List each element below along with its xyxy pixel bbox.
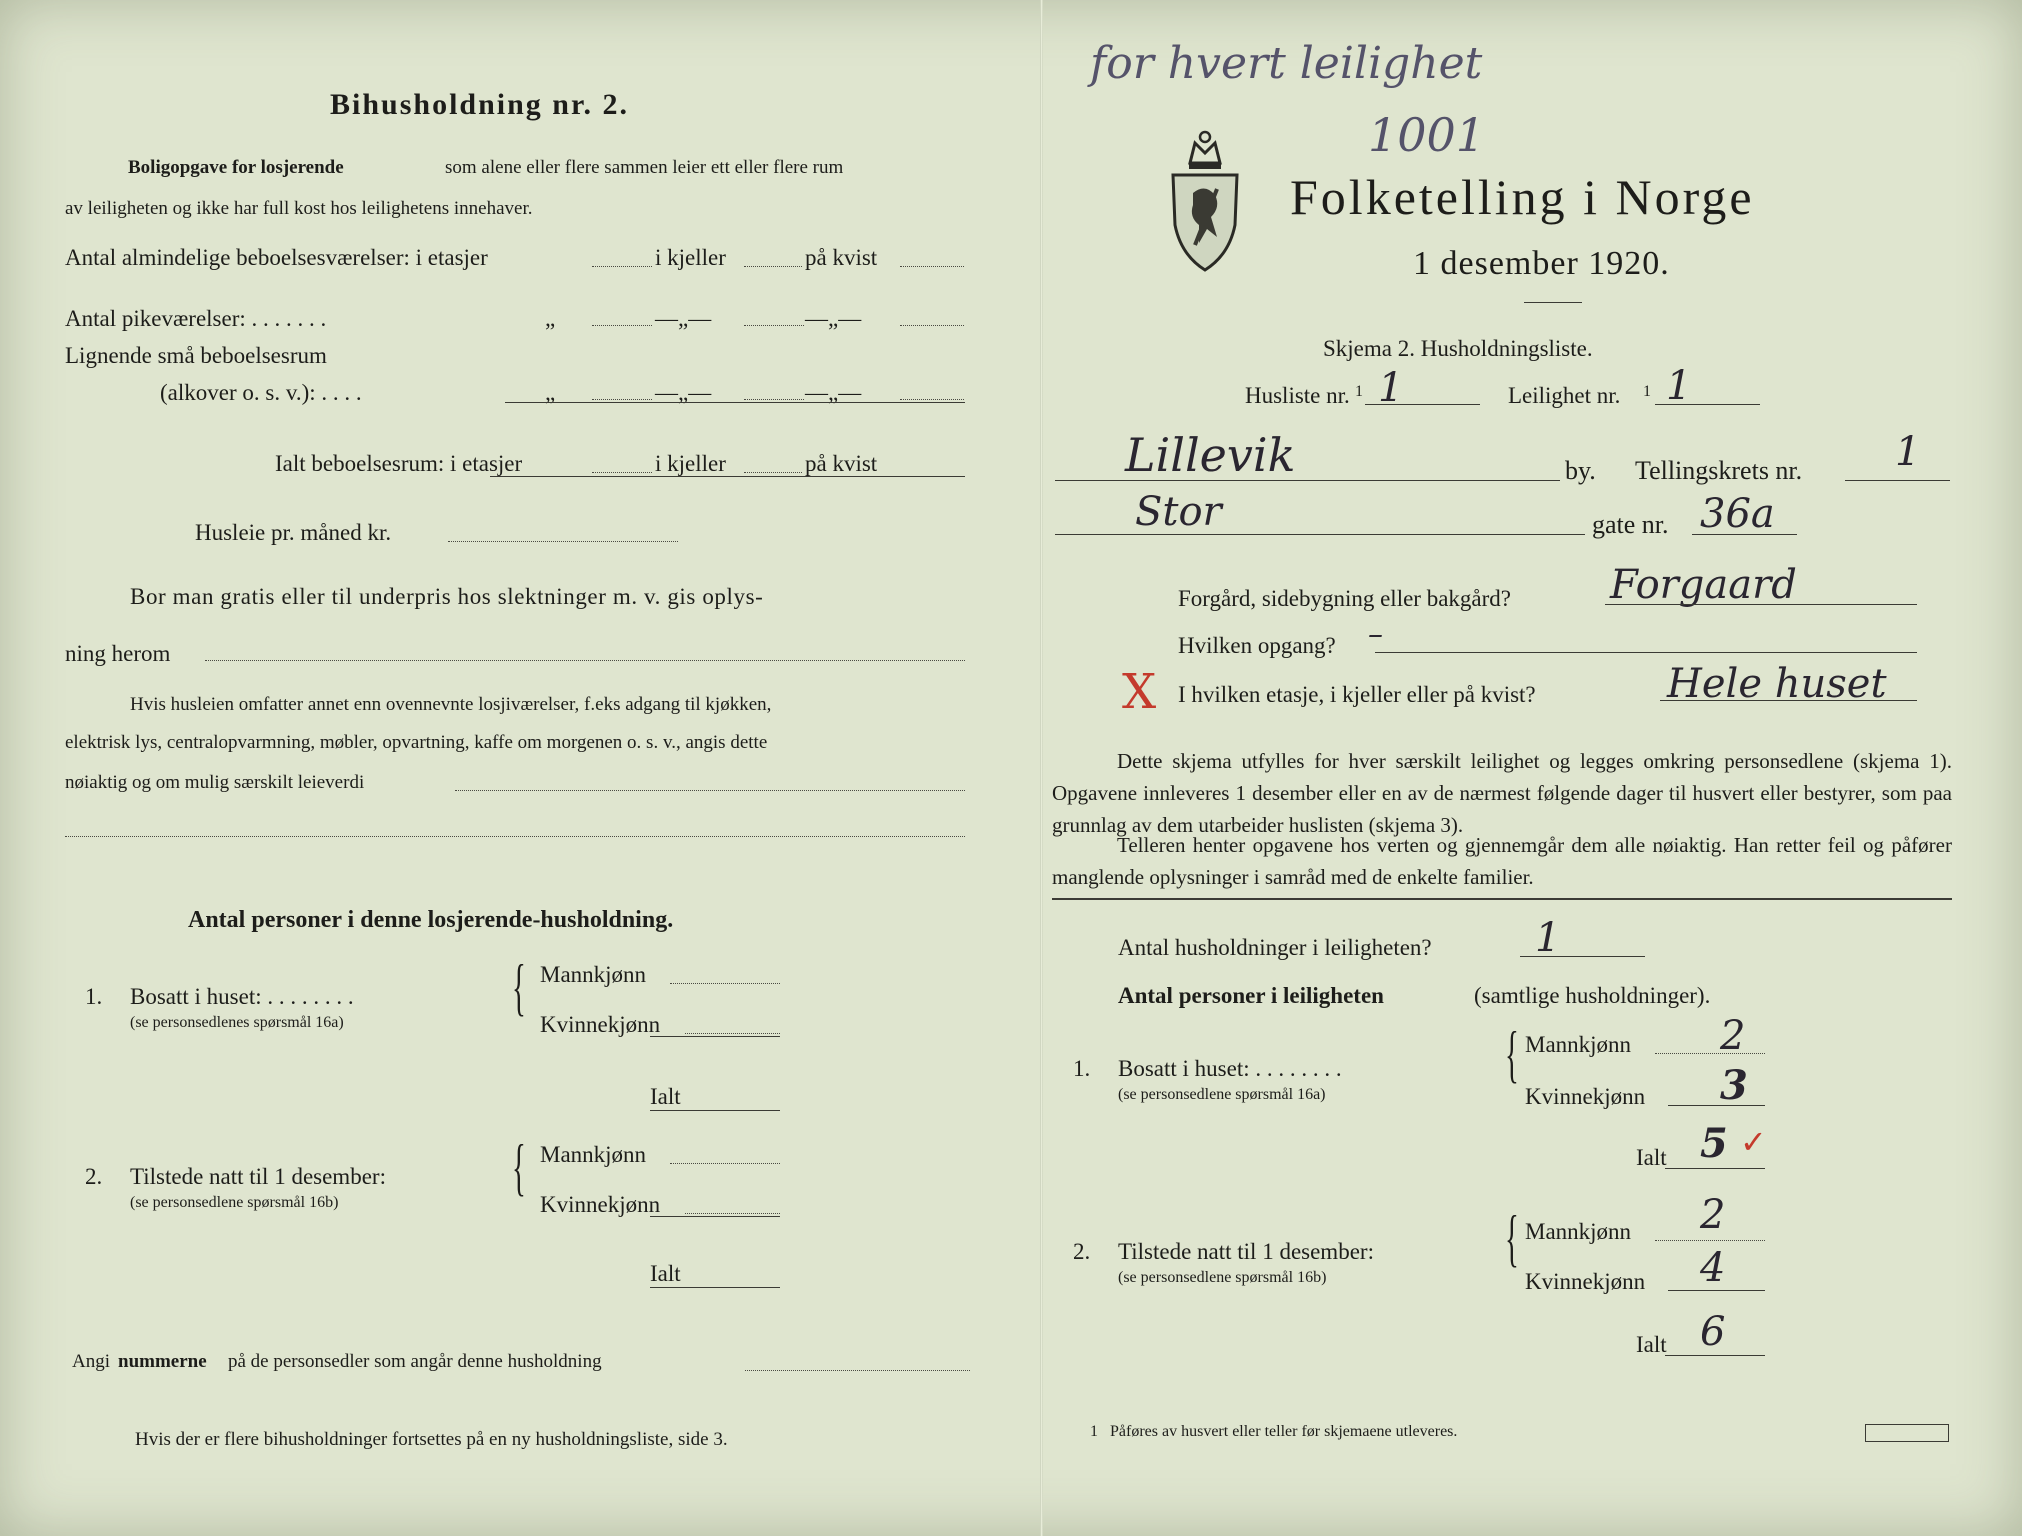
- leilighet-label: Leilighet nr.: [1508, 383, 1621, 408]
- husliste-value: 1: [1378, 365, 1404, 411]
- lodger-q1-brace: {: [512, 951, 526, 1022]
- lodger-q2-brace: {: [512, 1131, 526, 1202]
- maid-ditto-3: —„—: [805, 306, 862, 331]
- small-rooms-label-2: (alkover o. s. v.): . . . .: [160, 380, 362, 405]
- etasje-value: Hele huset: [1667, 661, 1887, 707]
- apartment-q2-female: Kvinnekjønn: [1525, 1269, 1646, 1294]
- instructions-paragraph-1: Dette skjema utfylles for hver særskilt leilighet og legges omkring personsedlene (skjema 1). Opgavene innleveres 1 desember eller en av de nærmest følgende dager til husvert eller bestyrer, som paa grunnlag av dem utarbeider huslisten (skjema 3).: [1052, 749, 1952, 837]
- lodger-q2-number: 2.: [85, 1164, 103, 1189]
- by-label: by.: [1565, 456, 1596, 485]
- etasje-label: I hvilken etasje, i kjeller eller på kvist?: [1178, 682, 1536, 707]
- top-handwritten-note: for hvert leilighet: [1090, 38, 1483, 89]
- apartment-q2-total-field: [1665, 1355, 1765, 1356]
- apartment-q1-number: 1.: [1073, 1056, 1091, 1081]
- gratis-field: [205, 660, 965, 661]
- apartment-q1-male-value: 2: [1720, 1013, 1746, 1059]
- rooms-attic-label: på kvist: [805, 245, 878, 270]
- census-date: 1 desember 1920.: [1413, 245, 1670, 282]
- total-rooms-label: Ialt beboelsesrum: i etasjer: [275, 451, 523, 476]
- lodger-q1-sub: (se personsedlenes spørsmål 16a): [130, 1014, 344, 1031]
- apartment-q2-female-value: 4: [1700, 1245, 1726, 1291]
- opgang-field: [1375, 652, 1917, 653]
- apartment-q2-male: Mannkjønn: [1525, 1219, 1632, 1244]
- apartment-q1-sub: (se personsedlene spørsmål 16a): [1118, 1086, 1326, 1103]
- total-attic-label: på kvist: [805, 451, 878, 476]
- opgang-label: Hvilken opgang?: [1178, 633, 1336, 658]
- apartment-q2-sub: (se personsedlene spørsmål 16b): [1118, 1269, 1327, 1286]
- apartment-q1-male: Mannkjønn: [1525, 1032, 1632, 1057]
- lodger-q1-female-field: [685, 1033, 780, 1034]
- forgard-value: Forgaard: [1610, 562, 1797, 608]
- lodger-q1-male-field: [670, 983, 780, 984]
- apartment-q1-female-value: 3: [1720, 1062, 1748, 1109]
- rent-label: Husleie pr. måned kr.: [195, 520, 392, 545]
- lodger-q2-sub: (se personsedlene spørsmål 16b): [130, 1194, 339, 1211]
- lodger-q2-female-field: [685, 1213, 780, 1214]
- instructions-paragraph-2: Telleren henter opgavene hos verten og gjennemgår dem alle nøiaktig. Han retter feil og påfører manglende oplysninger i samråd med de enkelte familier.: [1052, 833, 1952, 889]
- gate-label: gate nr.: [1592, 510, 1669, 539]
- red-check-mark-icon: ✓: [1740, 1123, 1767, 1161]
- small-rooms-label-1: Lignende små beboelsesrum: [65, 343, 327, 368]
- schema-label: Skjema 2. Husholdningsliste.: [1323, 336, 1593, 361]
- husliste-footnote-mark: 1: [1355, 383, 1363, 400]
- lodger-q2-total: Ialt: [650, 1261, 681, 1286]
- krets-value: 1: [1895, 429, 1921, 475]
- numbers-pre: Angi: [72, 1351, 110, 1372]
- top-handwritten-code: 1001: [1368, 108, 1486, 162]
- gate-nr-value: 36a: [1700, 491, 1775, 537]
- rooms-sum-rule: [505, 402, 965, 403]
- apartment-q1-brace: {: [1505, 1018, 1519, 1089]
- apartment-q2-number: 2.: [1073, 1239, 1091, 1264]
- norwegian-coat-of-arms-icon: [1165, 125, 1245, 275]
- rooms-cellar-field: [744, 266, 802, 267]
- apartment-q2-female-field: [1668, 1290, 1765, 1291]
- small-rooms-ditto-3: —„—: [805, 380, 862, 405]
- lodger-q1-number: 1.: [85, 984, 103, 1009]
- apartment-q2-total: Ialt: [1636, 1332, 1667, 1357]
- households-field: [1520, 956, 1645, 957]
- rent-note-line-3: nøiaktig og om mulig særskilt leieverdi: [65, 772, 365, 793]
- instructions-divider: [1052, 898, 1952, 900]
- maid-field-3: [900, 325, 964, 326]
- total-rooms-rule: [490, 476, 965, 477]
- intro-line2: av leiligheten og ikke har full kost hos leilighetens innehaver.: [65, 198, 533, 219]
- krets-label: Tellingskrets nr.: [1635, 456, 1803, 485]
- maid-rooms-label: Antal pikeværelser: . . . . . . .: [65, 306, 327, 331]
- rent-note-field: [455, 790, 965, 791]
- krets-field: [1845, 480, 1950, 481]
- lodger-q2-label: Tilstede natt til 1 desember:: [130, 1164, 386, 1189]
- numbers-bold: nummerne: [118, 1351, 207, 1372]
- maid-ditto: „: [545, 306, 556, 331]
- husliste-field: [1365, 404, 1480, 405]
- etasje-field: [1660, 700, 1917, 701]
- lodger-q1-male: Mannkjønn: [540, 962, 647, 987]
- street-field: [1055, 534, 1585, 535]
- leilighet-value: 1: [1666, 363, 1692, 409]
- small-rooms-ditto-2: —„—: [655, 380, 712, 405]
- city-value: Lillevik: [1125, 428, 1296, 482]
- intro-bold: Boligopgave for losjerende: [128, 157, 344, 178]
- apartment-q1-female: Kvinnekjønn: [1525, 1084, 1646, 1109]
- apartment-q1-total-field: [1665, 1168, 1765, 1169]
- rent-note-line-2: elektrisk lys, centralopvarmning, møbler, opvartning, kaffe om morgenen o. s. v., angis dette: [65, 732, 768, 753]
- right-title: Folketelling i Norge: [1290, 169, 1755, 225]
- maid-field-2: [744, 325, 804, 326]
- small-rooms-field-3: [900, 399, 964, 400]
- opgang-value: –: [1368, 617, 1383, 652]
- lodger-q1-total: Ialt: [650, 1084, 681, 1109]
- husliste-label: Husliste nr.: [1245, 383, 1350, 408]
- rent-note-field-2: [65, 836, 965, 837]
- rooms-label: Antal almindelige beboelsesværelser: i etasjer: [65, 245, 488, 270]
- lodger-q2-total-rule: [650, 1287, 780, 1288]
- rooms-floor-field: [592, 266, 652, 267]
- gratis-line-2: ning herom: [65, 641, 171, 666]
- apartment-q2-label: Tilstede natt til 1 desember:: [1118, 1239, 1374, 1264]
- numbers-field: [745, 1370, 970, 1371]
- apartment-q1-male-field: [1655, 1053, 1765, 1054]
- lodger-q1-total-rule: [650, 1110, 780, 1111]
- total-cellar-label: i kjeller: [655, 451, 726, 476]
- apartment-q1-total-value: 5: [1700, 1120, 1728, 1167]
- households-value: 1: [1535, 915, 1561, 961]
- forgard-label: Forgård, sidebygning eller bakgård?: [1178, 586, 1511, 611]
- forgard-field: [1605, 604, 1917, 605]
- apartment-q1-total: Ialt: [1636, 1145, 1667, 1170]
- apartment-q2-total-value: 6: [1700, 1309, 1726, 1355]
- red-x-mark-icon: X: [1122, 664, 1157, 720]
- apartment-q2-male-field: [1655, 1240, 1765, 1241]
- lodger-q1-sum-rule: [650, 1036, 780, 1037]
- title-divider: [1524, 302, 1582, 303]
- apartment-persons-heading: Antal personer i leiligheten: [1118, 983, 1384, 1008]
- gratis-line-1: Bor man gratis eller til underpris hos slektninger m. v. gis oplys-: [130, 584, 764, 609]
- left-footer: Hvis der er flere bihusholdninger fortsettes på en ny husholdningsliste, side 3.: [135, 1429, 728, 1450]
- apartment-q2-brace: {: [1505, 1202, 1519, 1273]
- lodger-q1-label: Bosatt i huset: . . . . . . . .: [130, 984, 354, 1009]
- lodger-q2-female: Kvinnekjønn: [540, 1192, 661, 1217]
- numbers-post: på de personsedler som angår denne husholdning: [228, 1351, 602, 1372]
- leilighet-footnote-mark: 1: [1643, 383, 1651, 400]
- rent-note-line-1: Hvis husleien omfatter annet enn ovennevnte losjiværelser, f.eks adgang til kjøkken,: [130, 694, 772, 715]
- rooms-attic-field: [900, 266, 964, 267]
- small-rooms-ditto: „: [545, 380, 556, 405]
- apartment-q1-female-field: [1668, 1105, 1765, 1106]
- total-cellar-field: [744, 472, 802, 473]
- small-rooms-field-1: [592, 399, 652, 400]
- intro-rest: som alene eller flere sammen leier ett eller flere rum: [445, 157, 844, 178]
- total-floor-field: [592, 472, 652, 473]
- city-field: [1055, 480, 1560, 481]
- lodger-q2-male-field: [670, 1163, 780, 1164]
- small-rooms-field-2: [744, 399, 804, 400]
- lodger-q2-sum-rule: [650, 1216, 780, 1217]
- street-value: Stor: [1135, 489, 1222, 535]
- apartment-q1-label: Bosatt i huset: . . . . . . . .: [1118, 1056, 1342, 1081]
- apartment-q2-male-value: 2: [1700, 1192, 1726, 1238]
- page-fold: [1040, 0, 1043, 1536]
- lodger-persons-heading: Antal personer i denne losjerende-husholdning.: [188, 907, 674, 933]
- footnote-mark: 1: [1090, 1423, 1098, 1440]
- lodger-q2-male: Mannkjønn: [540, 1142, 647, 1167]
- rent-field: [448, 541, 678, 542]
- lodger-q1-female: Kvinnekjønn: [540, 1012, 661, 1037]
- left-title: Bihusholdning nr. 2.: [330, 88, 630, 121]
- households-label: Antal husholdninger i leiligheten?: [1118, 935, 1432, 960]
- footnote-text: Påføres av husvert eller teller før skjemaene utleveres.: [1110, 1423, 1458, 1440]
- gate-nr-field: [1692, 534, 1797, 535]
- maid-ditto-2: —„—: [655, 306, 712, 331]
- leilighet-field: [1655, 404, 1760, 405]
- maid-field-1: [592, 325, 652, 326]
- rooms-cellar-label: i kjeller: [655, 245, 726, 270]
- printer-stamp: [1865, 1424, 1949, 1442]
- apartment-persons-rest: (samtlige husholdninger).: [1474, 983, 1711, 1008]
